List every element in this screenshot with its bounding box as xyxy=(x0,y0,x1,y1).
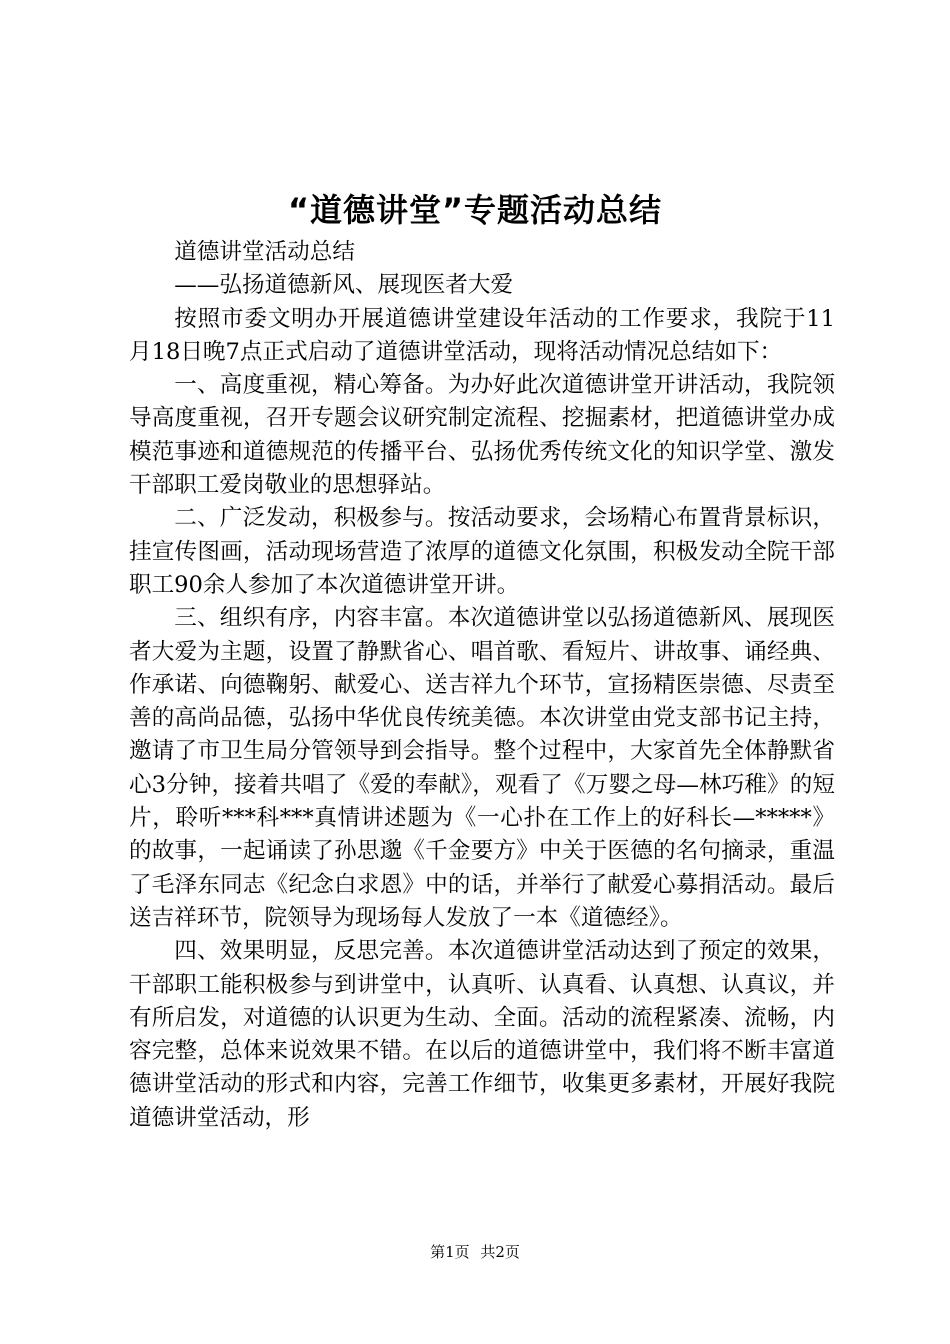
subtitle-heading: 道德讲堂活动总结 xyxy=(174,239,355,265)
subtitle-slogan: ——弘扬道德新风、展现医者大爱 xyxy=(174,272,514,299)
section-four-paragraph: 四、效果明显，反思完善。本次道德讲堂活动达到了预定的效果，干部职工能积极参与到讲堂中，认真听、认真看、认真想、认真议，并有所启发，对道德的认识更为生动、全面。活动的流程紧凑、流畅，内容完整，总体来说效果不错。在以后的道德讲堂中，我们将不断丰富道德讲堂活动的形式和内容，完善工作细节，收集更多素材，开展好我院道德讲堂活动，形 xyxy=(129,938,835,1131)
section-one-paragraph: 一、高度重视，精心筹备。为办好此次道德讲堂开讲活动，我院领导高度重视，召开专题会议研究制定流程、挖掘素材，把道德讲堂办成模范事迹和道德规范的传播平台、弘扬优秀传统文化的知识学堂、激发干部职工爱岗敬业的思想驿站。 xyxy=(129,372,835,499)
page-number-current: 第1页 xyxy=(430,1243,470,1261)
document-body xyxy=(129,236,835,1135)
section-three-paragraph: 三、组织有序，内容丰富。本次道德讲堂以弘扬道德新风、展现医者大爱为主题，设置了静默省心、唱首歌、看短片、讲故事、诵经典、作承诺、向德鞠躬、献爱心、送吉祥九个环节，宣扬精医崇德、尽责至善的高尚品德，弘扬中华优良传统美德。本次讲堂由党支部书记主持，邀请了市卫生局分管领导到会指导。整个过程中，大家首先全体静默省心3分钟，接着共唱了《爱的奉献》，观看了《万婴之母—林巧稚》的短片，聆听***科***真情讲述题为《一心扑在工作上的好科长—*****》的故事，一起诵读了孙思邈《千金要方》中关于医德的名句摘录，重温了毛泽东同志《纪念白求恩》中的话，并举行了献爱心募捐活动。最后送吉祥环节，院领导为现场每人发放了一本《道德经》。 xyxy=(129,605,835,931)
page-footer xyxy=(0,1242,950,1262)
document-title: “道德讲堂”专题活动总结 xyxy=(287,191,663,229)
page-number-total: 共2页 xyxy=(480,1243,520,1261)
section-two-paragraph: 二、广泛发动，积极参与。按活动要求，会场精心布置背景标识，挂宣传图画，活动现场营造了浓厚的道德文化氛围，积极发动全院干部职工90余人参加了本次道德讲堂开讲。 xyxy=(129,505,835,598)
intro-paragraph: 按照市委文明办开展道德讲堂建设年活动的工作要求，我院于11月18日晚7点正式启动了道德讲堂活动，现将活动情况总结如下： xyxy=(129,305,835,365)
